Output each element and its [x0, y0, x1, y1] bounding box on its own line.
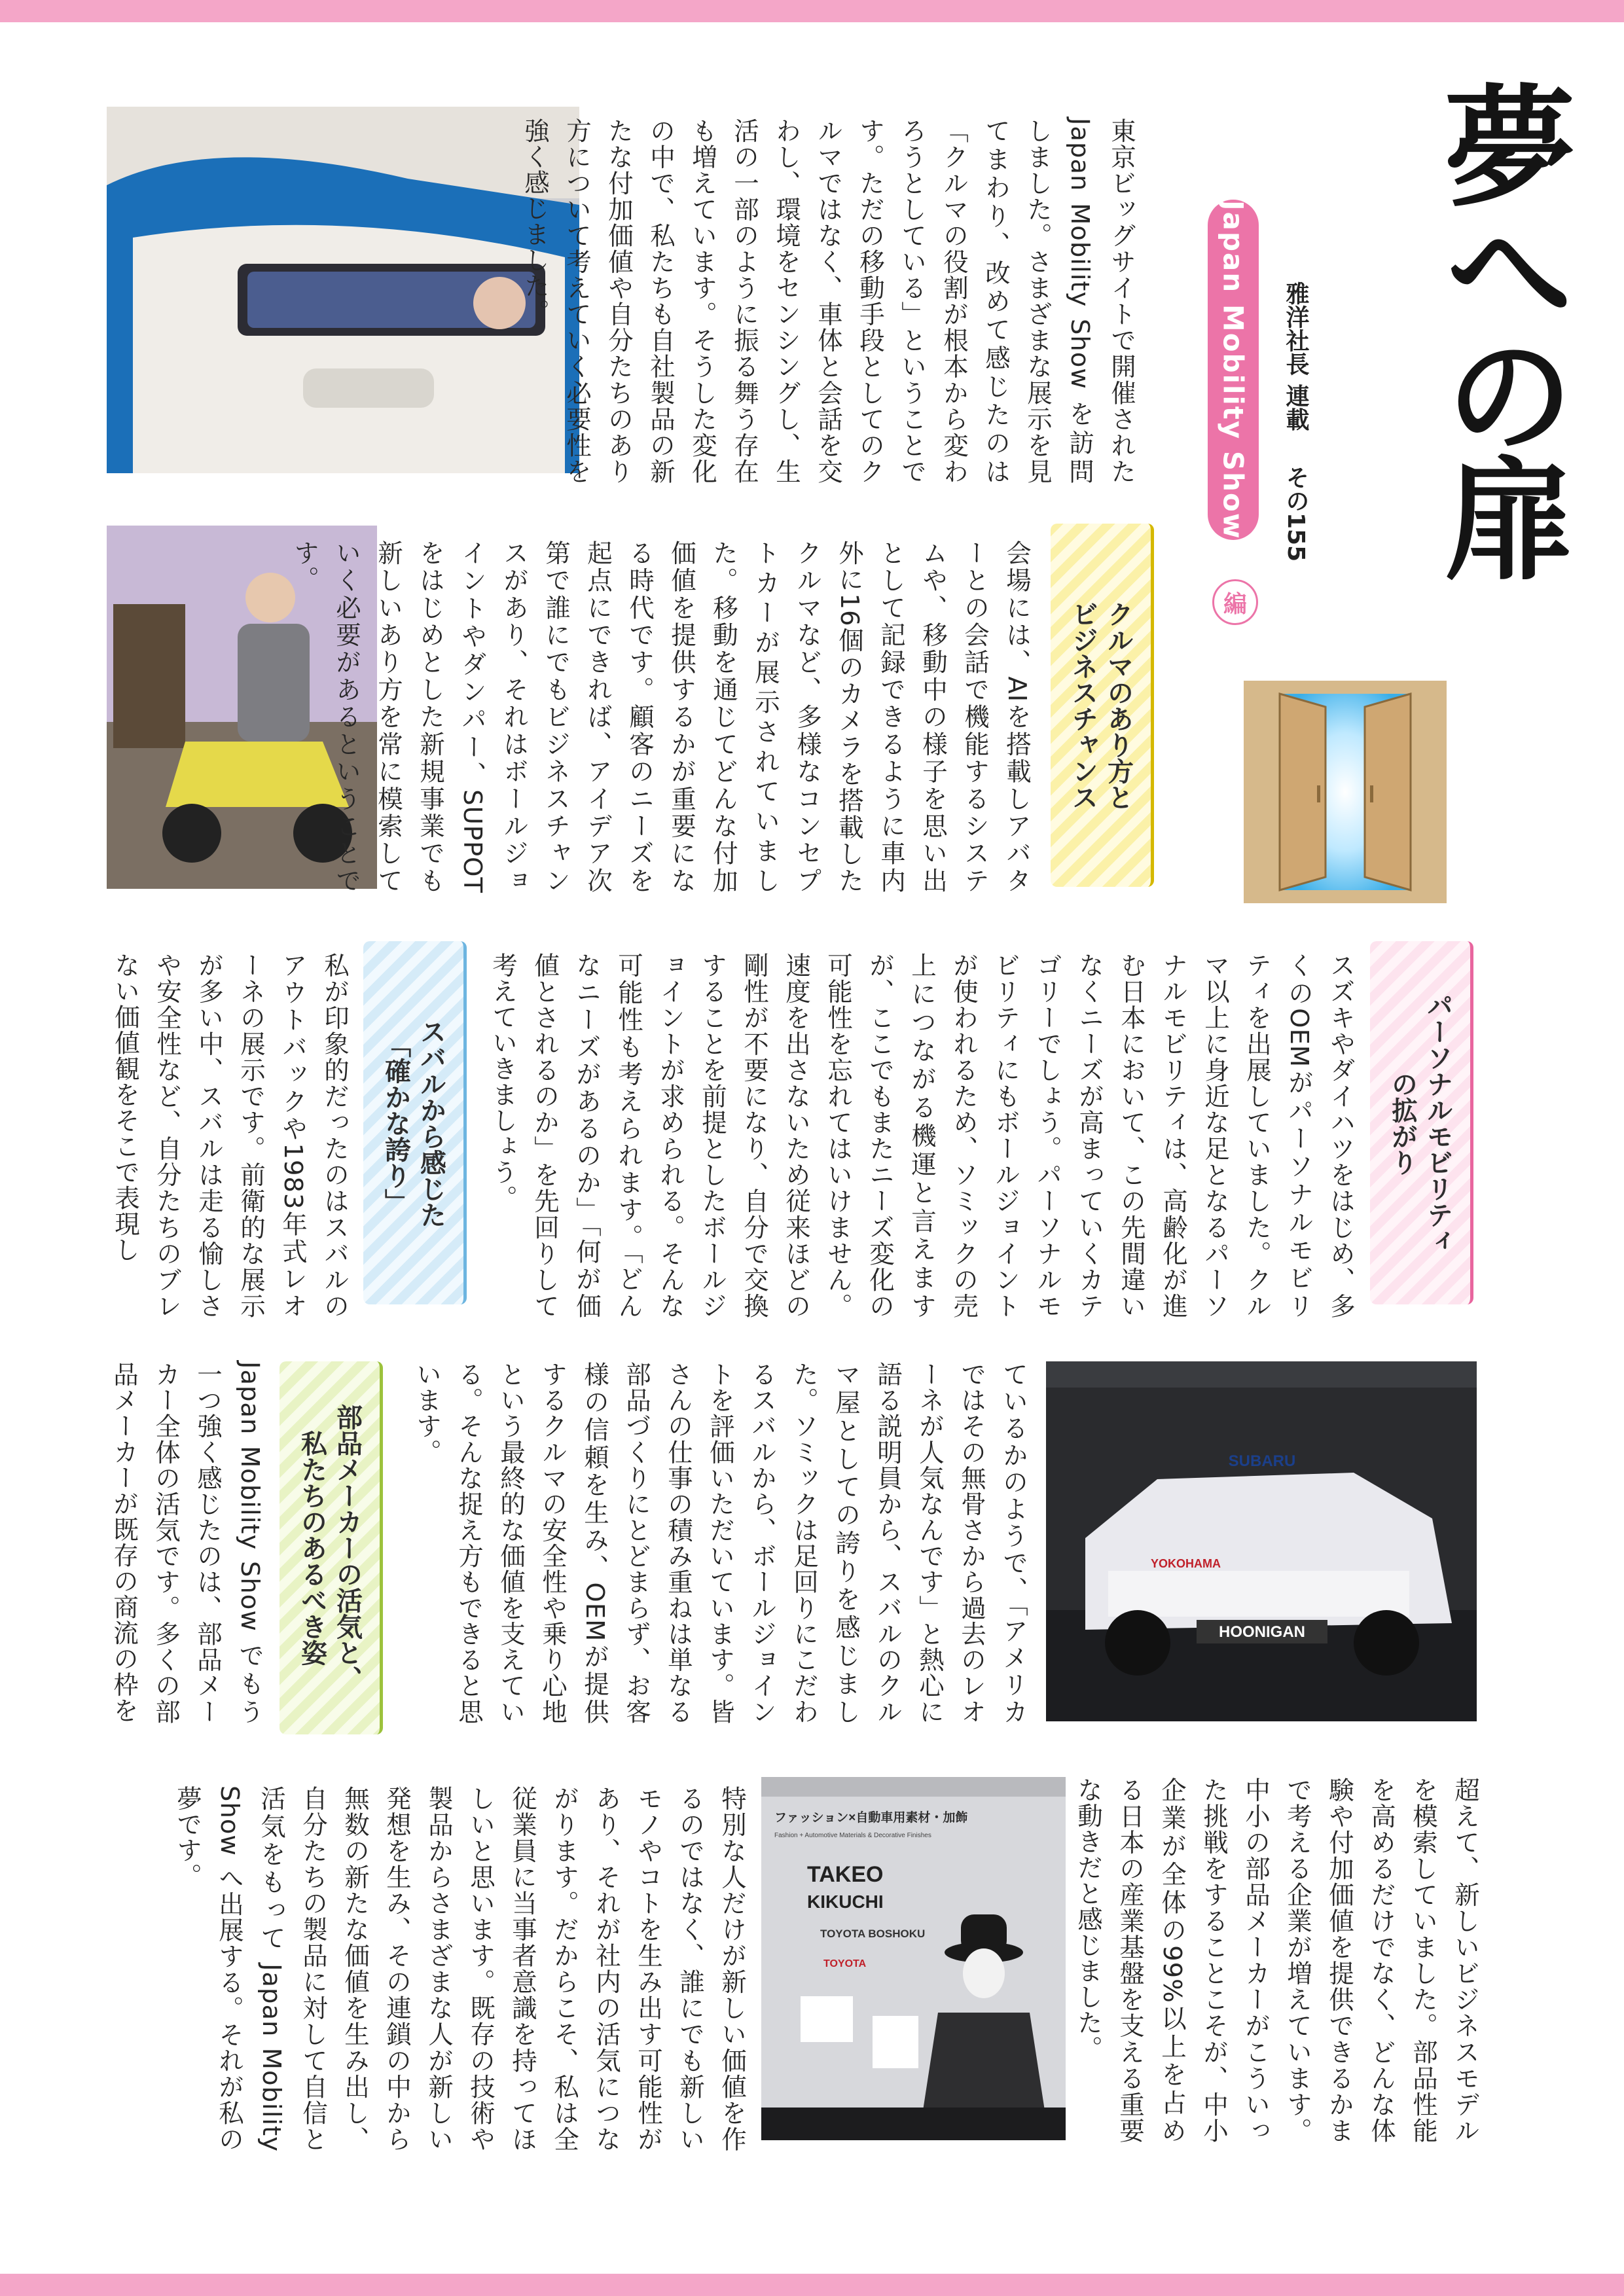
article-title: 夢への扉 [1422, 79, 1576, 576]
booth-banner-jp: ファッション×自動車用素材・加飾 [774, 1811, 968, 1825]
subaru-text-1: 私が印象的だったのはスバルのアウトバックや1983年式レオーネの展示です。前衛的な展示が多い中、スバルは走る愉しさや安全性など、自分たちのブレない価値観をそこで表現し [111, 952, 350, 1319]
edition-badge: 編 [1212, 579, 1258, 625]
photo-booth [761, 1777, 1066, 2140]
booth-banner-en: Fashion + Automotive Materials & Decorative Finishes [774, 1832, 931, 1839]
booth-name-2: KIKUCHI [807, 1892, 884, 1912]
door-illustration [1244, 681, 1447, 903]
booth-logo-1: TOYOTA BOSHOKU [820, 1928, 926, 1940]
rally-car-brand: SUBARU [1228, 1452, 1296, 1470]
bottom-band [0, 2274, 1624, 2296]
issue-number: その155 [1282, 465, 1309, 562]
personal-mobility-text: スズキやダイハツをはじめ、多くのOEMがパーソナルモビリティを出展していました。クルマ以上に身近な足となるパーソナルモビリティは、高齢化が進む日本において、この先間違いなくニーズが高まっていくカテゴリーでしょう。パーソナルモビリティにもボールジョイントが使われるため、ソミックの売上につながる機運と言えますが、ここでもまたニーズ変化の可能性を忘れてはいけません。速度を出さないため従来ほどの剛性が不要になり、自分で交換することを前提としたボールジョイントが求められる。そんな可能性も考えられます。「どんなニーズがあるのか」「何が価値とされるのか」を先回りして考えていきましょう。 [488, 952, 1356, 1319]
booth-logo-2: TOYOTA [823, 1958, 867, 1969]
heading-car-business: クルマのあり方と ビジネスチャンス [1051, 524, 1154, 887]
rally-car-sponsor: YOKOHAMA [1151, 1557, 1221, 1570]
closing-text: 特別な人だけが新しい価値を作るのではなく、誰にでも新しいモノやコトを生み出す可能性があり、それが社内の活気につながります。だからこそ、私は全従業員に当事者意識を持ってほしいと思います。既存の技術や製品からさまざまな人が新しい発想を生み、その連鎖の中から無数の新たな価値を生み出し、自分たちの製品に対して自信と活気をもって Japan Mobility Show へ出展する。それが私の夢です。 [173, 1785, 747, 2152]
event-pill: Japan Mobility Show [1208, 200, 1259, 540]
parts-text-1: Japan Mobility Show でもう一つ強く感じたのは、部品メーカー全体の活気です。多くの部品メーカーが既存の商流の枠を [109, 1361, 264, 1725]
parts-text-2: 超えて、新しいビジネスモデルを模索していました。部品性能を高めるだけでなく、どんな体験や付加価値を提供できるかまで考える企業が増えています。中小の部品メーカーがこういった挑戦をすることこそが、中小企業が全体の99%以上を占める日本の産業基盤を支える重要な動きだと感じました。 [1074, 1777, 1480, 2144]
heading-parts-makers: 部品メーカーの活気と、 私たちのあるべき姿 [280, 1361, 383, 1734]
series-label [1267, 281, 1312, 635]
intro-text: 東京ビッグサイトで開催された Japan Mobility Show を訪問しました。さまざまな展示を見てまわり、改めて感じたのは「クルマの役割が根本から変わろうとしている」ということです。ただの移動手段としてのクルマではなく、車体と会話を交わし、環境をセンシングし、生活の一部のように振る舞う存在も増えています。そうした変化の中で、私たちも自社製品の新たな付加価値や自分たちのあり方について考えていく必要性を強く感じました。 [520, 118, 1136, 484]
car-business-text: 会場には、AIを搭載しアバターとの会話で機能するシステムや、移動中の様子を思い出として記録できるように車内外に16個のカメラを搭載したクルマなど、多様なコンセプトカーが展示されていました。移動を通じてどんな付加価値を提供するかが重要になる時代です。顧客のニーズを起点にできれば、アイデア次第で誰にでもビジネスチャンスがあり、それはボールジョイントやダンパー、SUPPOTをはじめとした新規事業でも新しいあり方を常に模索していく必要があるということです。 [290, 540, 1032, 893]
top-band [0, 0, 1624, 22]
heading-personal-mobility: パーソナルモビリティ の拡がり [1370, 941, 1473, 1304]
heading-subaru: スバルから感じた 「確かな誇り」 [363, 941, 467, 1304]
rally-car-sign: HOONIGAN [1219, 1623, 1305, 1641]
photo-rally-car [1046, 1361, 1477, 1721]
subaru-text-2: ているかのようで、「アメリカではその無骨さから過去のレオーネが人気なんです」と熱心に語る説明員から、スバルのクルマ屋としての誇りを感じました。ソミックは足回りにこだわるスバルから、ボールジョイントを評価いただいています。皆さんの仕事の積み重ねは単なる部品づくりにとどまらず、お客様の信頼を生み、OEMが提供するクルマの安全性や乗り心地という最終的な価値を支えている。そんな捉え方もできると思います。 [412, 1361, 1028, 1725]
booth-name-1: TAKEO [807, 1862, 884, 1887]
photo-car-display [107, 107, 579, 473]
series-name: 雅洋社長 連載 [1282, 281, 1309, 431]
